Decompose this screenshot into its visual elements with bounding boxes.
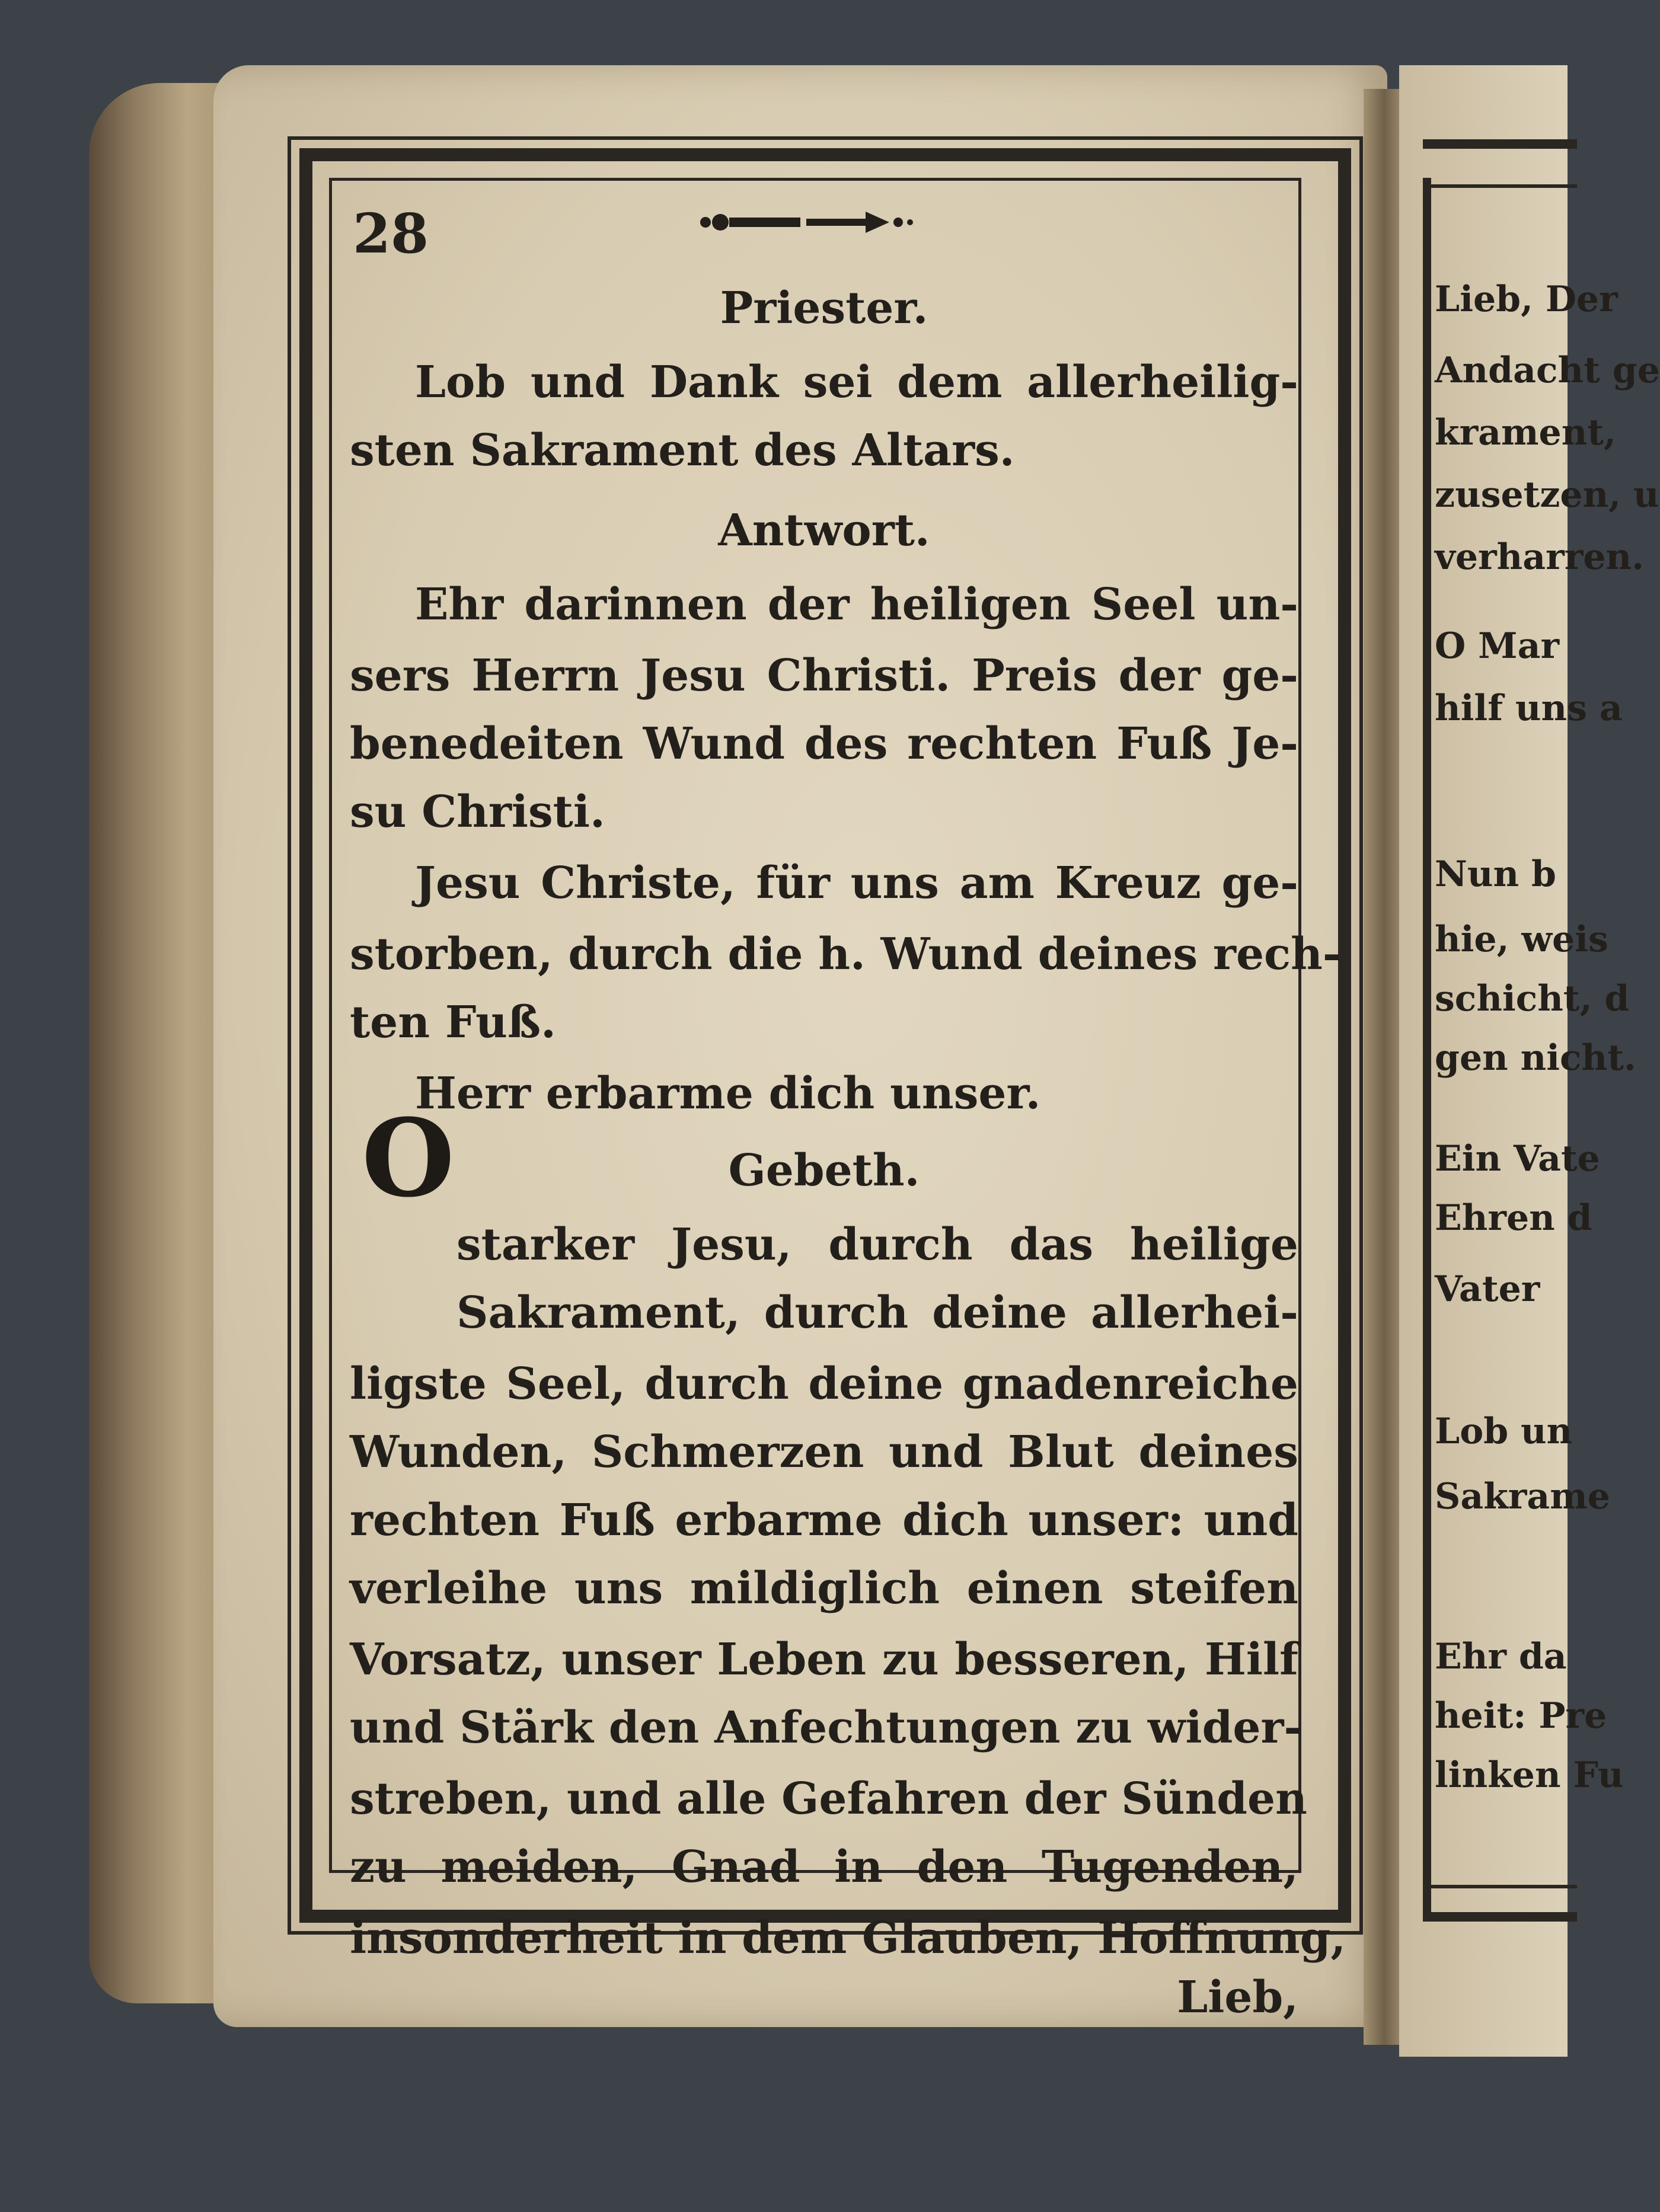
text-line: und Stärk den Anfechtungen zu wider- <box>350 1702 1303 1753</box>
right-page-line: Andacht ge <box>1435 350 1660 391</box>
text-line: verleihe uns mildiglich einen steifen <box>350 1563 1298 1614</box>
right-page-line: krament, <box>1435 412 1616 453</box>
text-line: streben, und alle Gefahren der Sünden <box>350 1773 1307 1824</box>
right-page-line: schicht, d <box>1435 978 1630 1019</box>
text-line: Vorsatz, unser Leben zu besseren, Hilf <box>350 1634 1298 1685</box>
text-line: zu meiden, Gnad in den Tugenden, <box>350 1842 1298 1893</box>
drop-cap: O <box>362 1096 455 1221</box>
text-line: storben, durch die h. Wund deines rech- <box>350 929 1341 980</box>
text-line: benedeiten Wund des rechten Fuß Je- <box>350 718 1298 769</box>
right-page-border-bottom <box>1423 1885 1577 1922</box>
page-number: 28 <box>353 202 429 266</box>
right-page-line: verharren. <box>1435 536 1645 578</box>
right-page-line: hilf uns a <box>1435 688 1623 729</box>
text-line: Antwort. <box>718 505 930 556</box>
text-line: sers Herrn Jesu Christi. Preis der ge- <box>350 650 1298 701</box>
right-page-line: O Mar <box>1435 625 1560 667</box>
text-line: Wunden, Schmerzen und Blut deines <box>350 1427 1298 1478</box>
right-page-line: Nun b <box>1435 854 1556 895</box>
right-page-line: Ehr da <box>1435 1636 1567 1677</box>
text-line: sten Sakrament des Altars. <box>350 425 1015 476</box>
right-page-border-left <box>1423 178 1431 1914</box>
ornament-icon <box>694 204 919 240</box>
right-page-line: Vater <box>1435 1268 1540 1310</box>
text-line: Jesu Christe, für uns am Kreuz ge- <box>415 858 1298 909</box>
text-line: Lieb, <box>1177 1972 1298 2023</box>
right-page-line: zusetzen, u <box>1435 474 1659 516</box>
text-line: insonderheit in dem Glauben, Hoffnung, <box>350 1913 1346 1964</box>
right-page-line: hie, weis <box>1435 919 1608 960</box>
right-page-line: Lob un <box>1435 1411 1573 1452</box>
text-line: ligste Seel, durch deine gnadenreiche <box>350 1358 1298 1409</box>
text-line: rechten Fuß erbarme dich unser: und <box>350 1495 1298 1546</box>
text-line: Sakrament, durch deine allerhei- <box>456 1287 1298 1338</box>
right-page-line: Ein Vate <box>1435 1138 1600 1179</box>
text-line: Herr erbarme dich unser. <box>415 1068 1041 1119</box>
right-page-line: heit: Pre <box>1435 1695 1607 1737</box>
right-page-line: gen nicht. <box>1435 1037 1636 1079</box>
right-page-border-top <box>1423 139 1577 188</box>
right-page-line: linken Fu <box>1435 1754 1624 1796</box>
text-line: Lob und Dank sei dem allerheilig- <box>415 357 1298 408</box>
text-line: Ehr darinnen der heiligen Seel un- <box>415 579 1298 630</box>
text-line: Priester. <box>720 283 928 334</box>
text-line: starker Jesu, durch das heilige <box>456 1219 1298 1270</box>
right-page-line: Lieb, Der <box>1435 279 1618 320</box>
text-line: Gebeth. <box>728 1145 920 1196</box>
text-line: ten Fuß. <box>350 997 556 1048</box>
right-page-line: Ehren d <box>1435 1197 1592 1239</box>
text-line: su Christi. <box>350 787 605 838</box>
right-page-line: Sakrame <box>1435 1476 1610 1517</box>
